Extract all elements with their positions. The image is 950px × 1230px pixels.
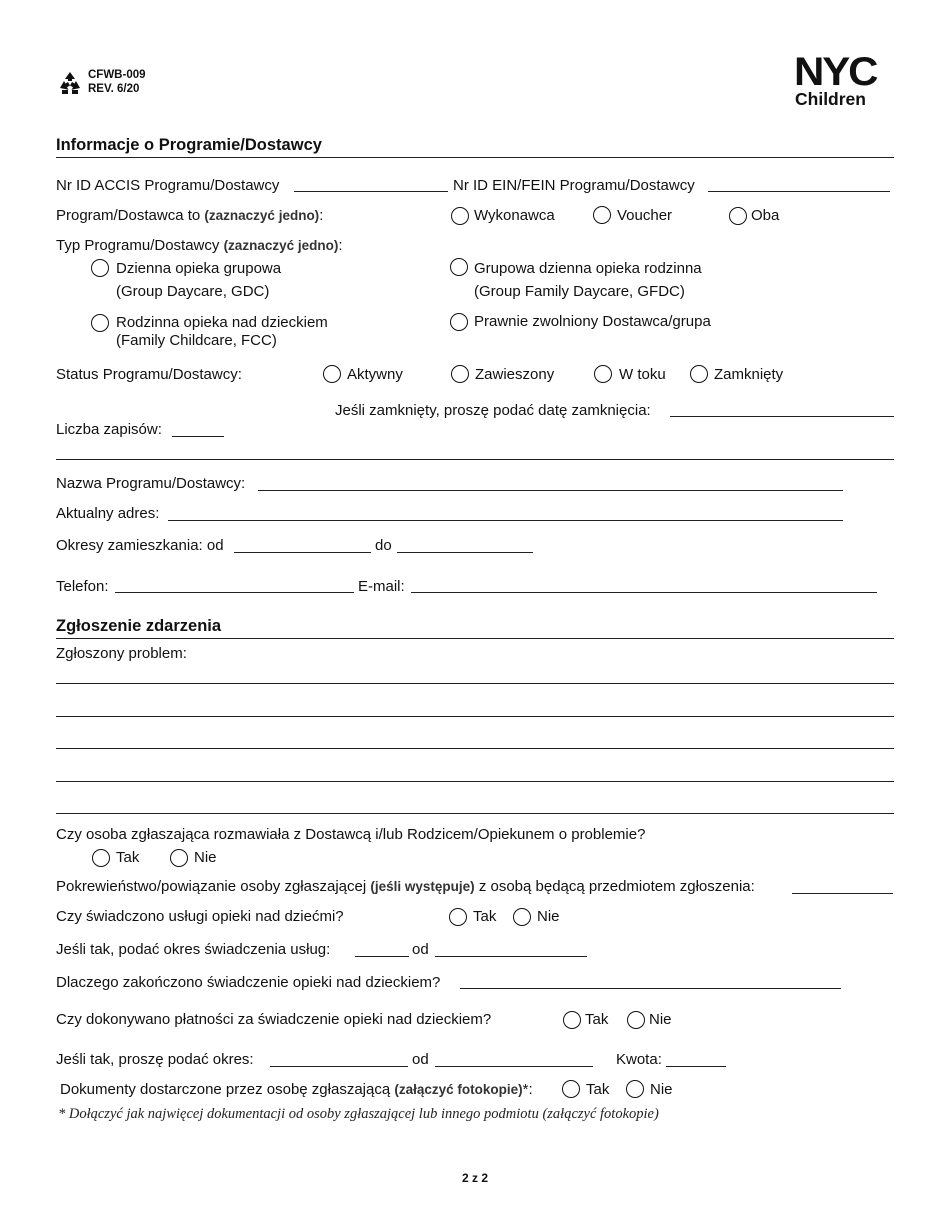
fcc-label-line1: Rodzinna opieka nad dzieckiem [116, 314, 328, 331]
radio-services-yes[interactable] [449, 908, 467, 926]
enrollment-input[interactable] [172, 436, 224, 437]
documents-hint: (załączyć fotokopie) [394, 1082, 523, 1097]
services-period-label: Jeśli tak, podać okres świadczenia usług: [56, 941, 331, 958]
payments-period-input-b[interactable] [435, 1066, 593, 1067]
fcc-label-line2: (Family Childcare, FCC) [116, 332, 277, 349]
gfdc-label-line1: Grupowa dzienna opieka rodzinna [474, 260, 702, 277]
radio-status-suspended[interactable] [451, 365, 469, 383]
radio-talked-yes[interactable] [92, 849, 110, 867]
problem-label: Zgłoszony problem: [56, 645, 187, 662]
phone-label: Telefon: [56, 578, 109, 595]
closed-date-label: Jeśli zamknięty, proszę podać datę zamknięcia: [335, 402, 651, 419]
services-question: Czy świadczono usługi opieki nad dziećmi? [56, 908, 344, 925]
incident-section-title: Zgłoszenie zdarzenia [56, 617, 222, 635]
radio-services-no[interactable] [513, 908, 531, 926]
relation-input[interactable] [792, 893, 893, 894]
why-ended-label: Dlaczego zakończono świadczenie opieki nad dzieckiem? [56, 974, 441, 991]
radio-both[interactable] [729, 207, 747, 225]
radio-status-active[interactable] [323, 365, 341, 383]
program-name-input[interactable] [258, 490, 843, 491]
amount-input[interactable] [666, 1066, 726, 1067]
radio-gfdc[interactable] [450, 258, 468, 276]
problem-line-5[interactable] [56, 813, 894, 814]
documents-yes-label: Tak [586, 1081, 610, 1098]
option-voucher-label: Voucher [617, 207, 673, 224]
relation-hint: (jeśli występuje) [370, 879, 475, 894]
select-one-hint: (zaznaczyć jedno) [204, 208, 320, 223]
why-ended-input[interactable] [460, 988, 841, 989]
option-contractor-label: Wykonawca [474, 207, 555, 224]
services-no-label: Nie [537, 908, 560, 925]
colon: : [319, 207, 324, 224]
section-divider [56, 459, 894, 460]
section-divider [56, 157, 894, 158]
phone-input[interactable] [115, 592, 354, 593]
email-input[interactable] [411, 592, 877, 593]
relation-text-b: z osobą będącą przedmiotem zgłoszenia: [478, 878, 755, 895]
radio-fcc[interactable] [91, 314, 109, 332]
status-active-label: Aktywny [347, 366, 403, 383]
gfdc-label-line2: (Group Family Daycare, GFDC) [474, 283, 685, 300]
services-period-input-b[interactable] [435, 956, 587, 957]
accis-id-label: Nr ID ACCIS Programu/Dostawcy [56, 177, 280, 194]
residence-from-input[interactable] [234, 552, 371, 553]
enrollment-label: Liczba zapisów: [56, 421, 162, 438]
residence-label: Okresy zamieszkania: od [56, 537, 224, 554]
address-input[interactable] [168, 520, 843, 521]
radio-payments-no[interactable] [627, 1011, 645, 1029]
talked-question: Czy osoba zgłaszająca rozmawiała z Dostawcą i/lub Rodzicem/Opiekunem o problemie? [56, 826, 646, 843]
ein-id-label: Nr ID EIN/FEIN Programu/Dostawcy [453, 177, 695, 194]
address-label: Aktualny adres: [56, 505, 160, 522]
radio-exempt[interactable] [450, 313, 468, 331]
payments-period-label: Jeśli tak, proszę podać okres: [56, 1051, 254, 1068]
recycle-icon [56, 70, 84, 98]
logo-nyc-text: NYC [794, 50, 877, 94]
residence-to-input[interactable] [397, 552, 533, 553]
services-period-from: od [412, 941, 429, 958]
status-label: Status Programu/Dostawcy: [56, 366, 242, 383]
radio-status-closed[interactable] [690, 365, 708, 383]
email-label: E-mail: [358, 578, 405, 595]
program-name-label: Nazwa Programu/Dostawcy: [56, 475, 246, 492]
footnote: * Dołączyć jak najwięcej dokumentacji od osoby zgłaszającej lub innego podmiotu (załączyć fotokopie) [58, 1106, 659, 1122]
documents-suffix: *: [522, 1081, 533, 1098]
payments-no-label: Nie [649, 1011, 672, 1028]
program-section-title: Informacje o Programie/Dostawcy [56, 136, 322, 154]
residence-to-label: do [375, 537, 392, 554]
services-period-input-a[interactable] [355, 956, 409, 957]
type-select-one-hint: (zaznaczyć jedno) [223, 238, 339, 253]
documents-no-label: Nie [650, 1081, 673, 1098]
problem-line-1[interactable] [56, 683, 894, 684]
radio-gdc[interactable] [91, 259, 109, 277]
documents-label [60, 1081, 533, 1098]
radio-documents-yes[interactable] [562, 1080, 580, 1098]
colon: : [338, 237, 343, 254]
payments-period-from: od [412, 1051, 429, 1068]
radio-documents-no[interactable] [626, 1080, 644, 1098]
exempt-label: Prawnie zwolniony Dostawca/grupa [474, 313, 711, 330]
relation-label [56, 878, 755, 895]
accis-id-input[interactable] [294, 191, 448, 192]
program-is-text: Program/Dostawca to [56, 207, 201, 224]
form-revision: REV. 6/20 [88, 83, 140, 95]
payments-question: Czy dokonywano płatności za świadczenie opieki nad dzieckiem? [56, 1011, 492, 1028]
services-yes-label: Tak [473, 908, 497, 925]
page-number: 2 z 2 [461, 1171, 488, 1185]
amount-label: Kwota: [616, 1051, 662, 1068]
nyc-children-logo [794, 50, 894, 110]
ein-id-input[interactable] [708, 191, 890, 192]
problem-line-3[interactable] [56, 748, 894, 749]
status-closed-label: Zamknięty [714, 366, 784, 383]
type-label [56, 237, 343, 254]
status-suspended-label: Zawieszony [475, 366, 555, 383]
radio-contractor[interactable] [451, 207, 469, 225]
talked-no-label: Nie [194, 849, 217, 866]
radio-talked-no[interactable] [170, 849, 188, 867]
option-both-label: Oba [751, 207, 780, 224]
relation-text-a: Pokrewieństwo/powiązanie osoby zgłaszającej [56, 878, 367, 895]
type-text: Typ Programu/Dostawcy [56, 237, 220, 254]
gdc-label-line2: (Group Daycare, GDC) [116, 283, 270, 300]
gdc-label-line1: Dzienna opieka grupowa [116, 260, 282, 277]
problem-line-2[interactable] [56, 716, 894, 717]
section-divider [56, 638, 894, 639]
talked-yes-label: Tak [116, 849, 140, 866]
radio-voucher[interactable] [593, 206, 611, 224]
form-code: CFWB-009 [88, 69, 146, 81]
logo-children-text: Children [795, 89, 866, 109]
problem-line-4[interactable] [56, 781, 894, 782]
documents-text: Dokumenty dostarczone przez osobę zgłaszającą [60, 1081, 391, 1098]
payments-yes-label: Tak [585, 1011, 609, 1028]
closed-date-input[interactable] [670, 416, 894, 417]
radio-status-pending[interactable] [594, 365, 612, 383]
program-is-label [56, 207, 323, 224]
payments-period-input-a[interactable] [270, 1066, 408, 1067]
status-pending-label: W toku [619, 366, 666, 383]
radio-payments-yes[interactable] [563, 1011, 581, 1029]
